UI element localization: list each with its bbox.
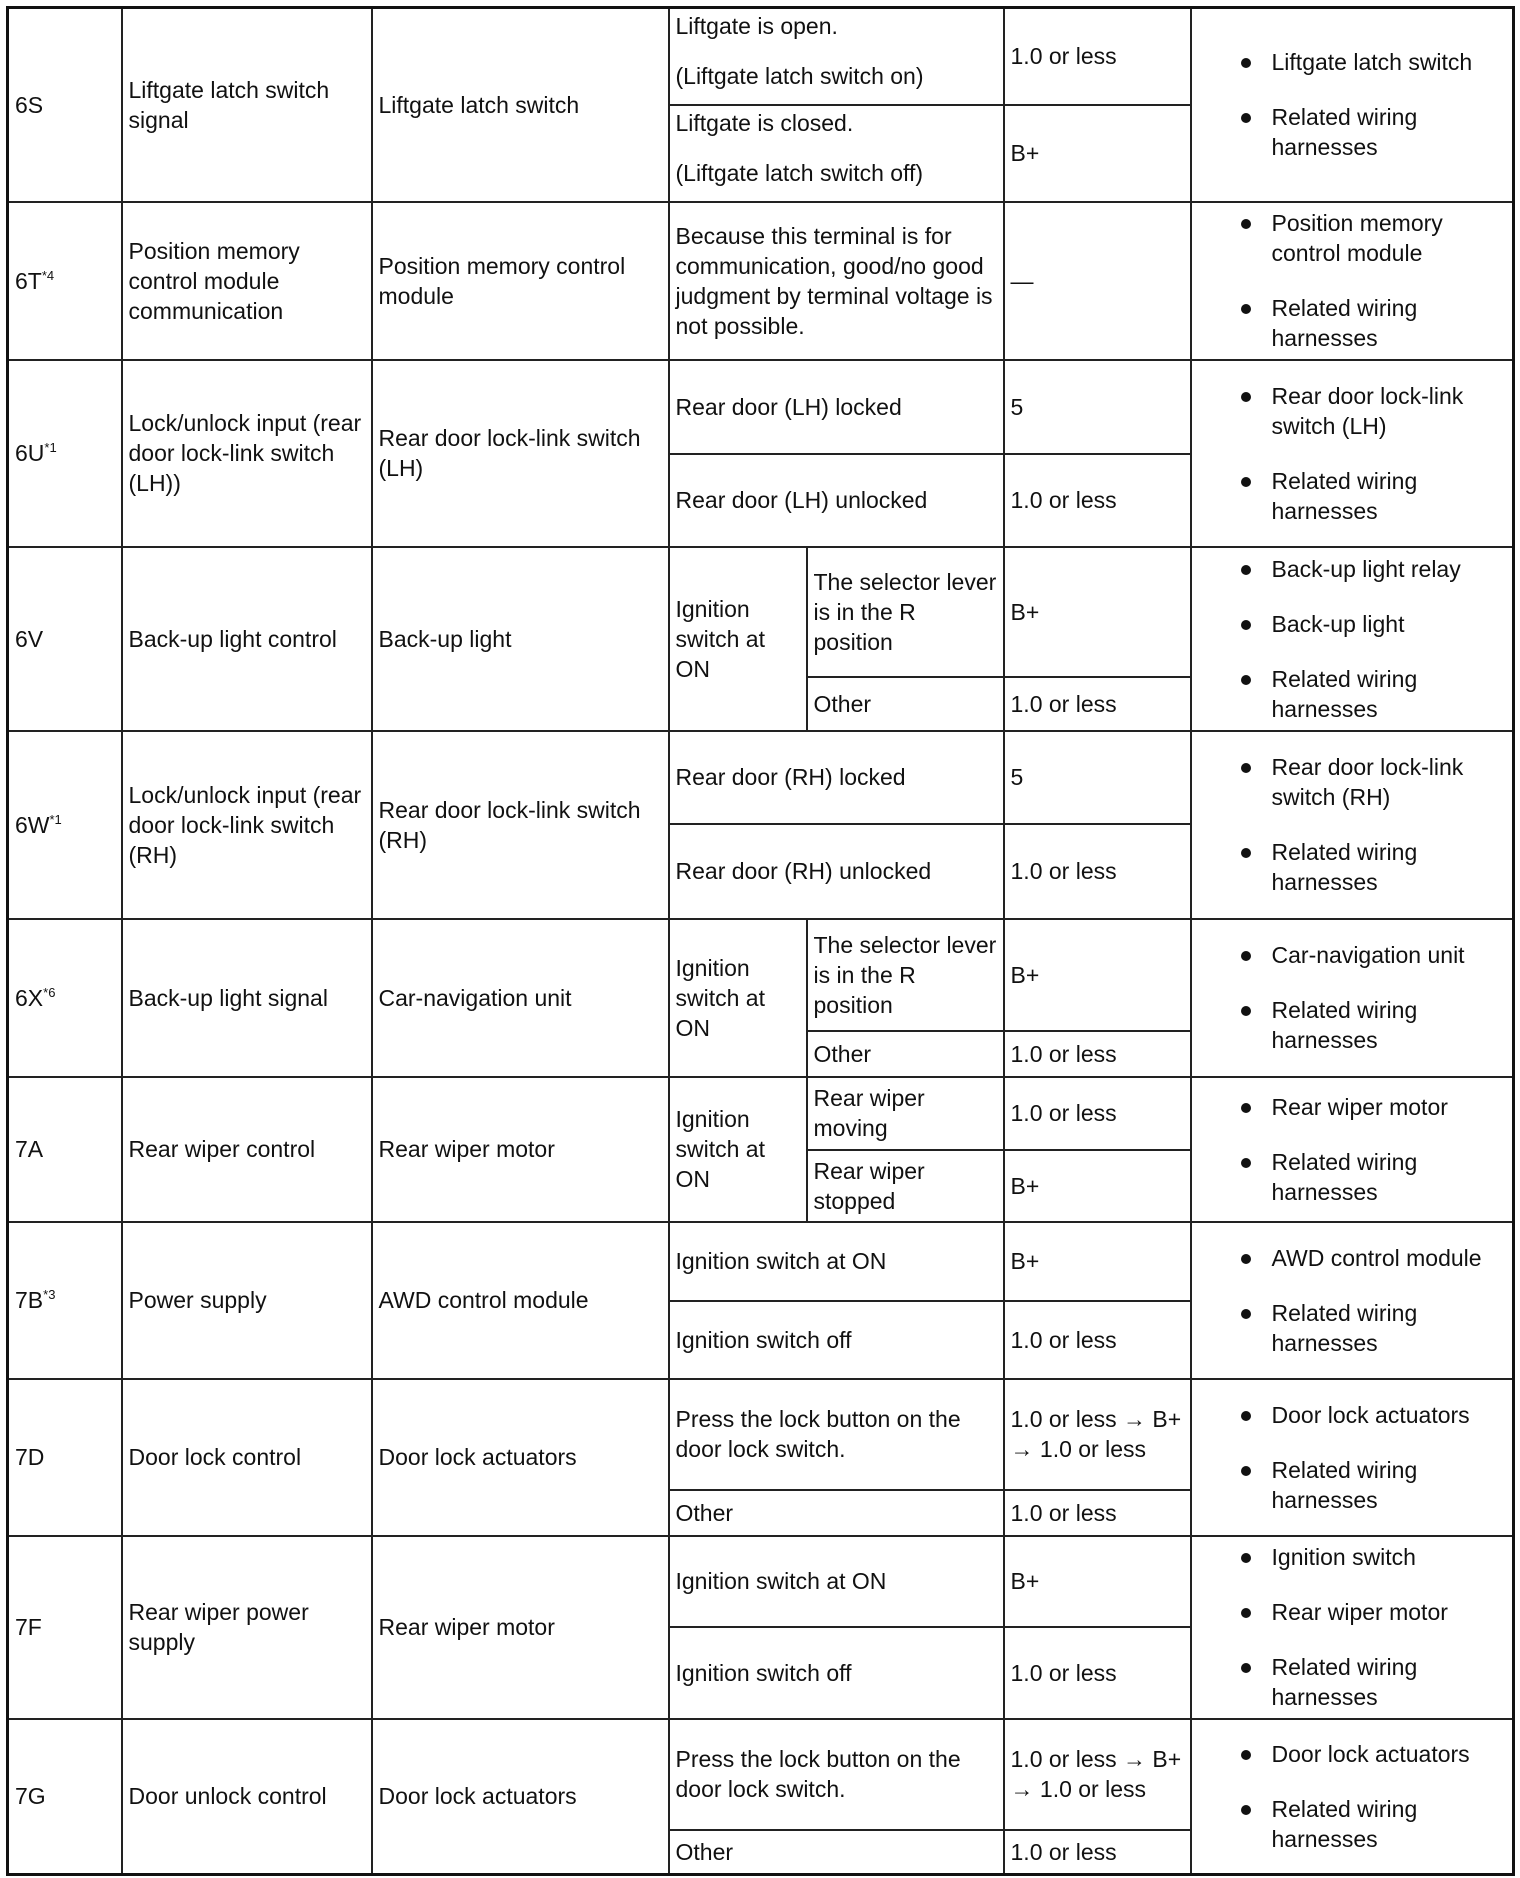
bullet-icon <box>1241 951 1251 961</box>
terminal-cell: $7B^{*3}$ <box>8 1222 122 1379</box>
condition-cell: Rear door (LH) unlocked <box>669 454 1004 547</box>
terminal-cell: 6S <box>8 8 122 202</box>
voltage-cell: B+ <box>1004 105 1191 202</box>
table-row-6U <box>8 360 1514 454</box>
list-item: Car-navigation unit <box>1198 940 1507 970</box>
connected-to-cell: Door lock actuators <box>372 1379 669 1536</box>
voltage-cell: 1.0 or less <box>1004 1031 1191 1077</box>
list-item: Position memory control module <box>1198 208 1507 268</box>
condition-sub-cell: Rear wiper stopped <box>807 1150 1004 1222</box>
voltage-cell: 1.0 or less <box>1004 1301 1191 1379</box>
table-row-6X <box>8 919 1514 1031</box>
signal-cell: Door lock control <box>122 1379 372 1536</box>
voltage-cell: 1.0 or less <box>1004 677 1191 731</box>
condition-sub-cell: Other <box>807 1031 1004 1077</box>
signal-cell: Lock/unlock input (rear door lock-link switch (LH)) <box>122 360 372 547</box>
voltage-cell: 5 <box>1004 731 1191 824</box>
condition-cell: Other <box>669 1490 1004 1536</box>
terminal-cell: 6V <box>8 547 122 731</box>
table-row-7G <box>8 1719 1514 1830</box>
voltage-cell: 1.0 or less → B+ → 1.0 or less <box>1004 1379 1191 1490</box>
bullet-icon <box>1241 1805 1251 1815</box>
terminal-cell: $6X^{*6}$ <box>8 919 122 1077</box>
condition-cell: Rear door (RH) unlocked <box>669 824 1004 919</box>
condition-sub-cell: The selector lever is in the R position <box>807 547 1004 677</box>
inspection-cell <box>1191 1077 1514 1222</box>
condition-cell: Other <box>669 1830 1004 1875</box>
list-item: Back-up light relay <box>1198 554 1507 584</box>
inspection-cell <box>1191 1379 1514 1536</box>
list-item: Related wiring harnesses <box>1198 837 1507 897</box>
condition-cell: Ignition switch at ON <box>669 1222 1004 1301</box>
bullet-icon <box>1241 113 1251 123</box>
condition-cell: Ignition switch off <box>669 1301 1004 1379</box>
list-item: Rear wiper motor <box>1198 1597 1507 1627</box>
list-item: AWD control module <box>1198 1243 1507 1273</box>
voltage-cell: 5 <box>1004 360 1191 454</box>
list-item: Back-up light <box>1198 609 1507 639</box>
voltage-cell: 1.0 or less <box>1004 1077 1191 1150</box>
bullet-icon <box>1241 1309 1251 1319</box>
table-row-6T <box>8 202 1514 360</box>
bullet-icon <box>1241 565 1251 575</box>
condition-cell: Because this terminal is for communication, good/no good judgment by terminal voltage is not possible. <box>669 202 1004 360</box>
bullet-icon <box>1241 1750 1251 1760</box>
bullet-icon <box>1241 675 1251 685</box>
list-item: Door lock actuators <box>1198 1739 1507 1769</box>
bullet-icon <box>1241 1663 1251 1673</box>
list-item: Related wiring harnesses <box>1198 1794 1507 1854</box>
bullet-icon <box>1241 58 1251 68</box>
signal-cell: Back-up light control <box>122 547 372 731</box>
connected-to-cell: Rear wiper motor <box>372 1077 669 1222</box>
connected-to-cell: Back-up light <box>372 547 669 731</box>
terminal-cell: 7G <box>8 1719 122 1875</box>
list-item: Related wiring harnesses <box>1198 1147 1507 1207</box>
list-item: Related wiring harnesses <box>1198 293 1507 353</box>
condition-cell: Press the lock button on the door lock switch. <box>669 1379 1004 1490</box>
terminal-cell: $6T^{*4}$ <box>8 202 122 360</box>
list-item: Rear wiper motor <box>1198 1092 1507 1122</box>
terminal-inspection-table-page <box>6 6 1512 1872</box>
bullet-icon <box>1241 620 1251 630</box>
inspection-cell <box>1191 1719 1514 1875</box>
voltage-cell: B+ <box>1004 1150 1191 1222</box>
condition-cell: Ignition switch at ON <box>669 1536 1004 1627</box>
connected-to-cell: Liftgate latch switch <box>372 8 669 202</box>
voltage-cell: 1.0 or less <box>1004 824 1191 919</box>
inspection-cell <box>1191 1222 1514 1379</box>
connected-to-cell: Car-navigation unit <box>372 919 669 1077</box>
voltage-cell: — <box>1004 202 1191 360</box>
voltage-cell: 1.0 or less <box>1004 1627 1191 1719</box>
bullet-icon <box>1241 392 1251 402</box>
signal-cell: Liftgate latch switch signal <box>122 8 372 202</box>
signal-cell: Position memory control module communication <box>122 202 372 360</box>
voltage-cell: B+ <box>1004 547 1191 677</box>
list-item: Liftgate latch switch <box>1198 47 1507 77</box>
terminal-cell: 7D <box>8 1379 122 1536</box>
list-item: Related wiring harnesses <box>1198 102 1507 162</box>
connected-to-cell: Position memory control module <box>372 202 669 360</box>
terminal-inspection-table <box>6 6 1515 1876</box>
list-item: Related wiring harnesses <box>1198 995 1507 1055</box>
table-row-7F <box>8 1536 1514 1627</box>
bullet-icon <box>1241 477 1251 487</box>
bullet-icon <box>1241 1254 1251 1264</box>
inspection-cell <box>1191 731 1514 919</box>
bullet-icon <box>1241 848 1251 858</box>
inspection-cell <box>1191 8 1514 202</box>
signal-cell: Door unlock control <box>122 1719 372 1875</box>
terminal-cell: 7A <box>8 1077 122 1222</box>
bullet-icon <box>1241 763 1251 773</box>
condition-cell: Rear door (LH) locked <box>669 360 1004 454</box>
connected-to-cell: Door lock actuators <box>372 1719 669 1875</box>
voltage-cell: 1.0 or less <box>1004 1490 1191 1536</box>
voltage-cell: 1.0 or less → B+ → 1.0 or less <box>1004 1719 1191 1830</box>
condition-sub-cell: The selector lever is in the R position <box>807 919 1004 1031</box>
table-row-7D <box>8 1379 1514 1490</box>
signal-cell: Rear wiper power supply <box>122 1536 372 1719</box>
list-item: Related wiring harnesses <box>1198 1455 1507 1515</box>
bullet-icon <box>1241 1411 1251 1421</box>
voltage-cell: B+ <box>1004 919 1191 1031</box>
voltage-cell: 1.0 or less <box>1004 1830 1191 1875</box>
table-row-6V <box>8 547 1514 677</box>
inspection-cell <box>1191 202 1514 360</box>
condition-cell: Press the lock button on the door lock switch. <box>669 1719 1004 1830</box>
signal-cell: Rear wiper control <box>122 1077 372 1222</box>
terminal-cell: $6U^{*1}$ <box>8 360 122 547</box>
bullet-icon <box>1241 1608 1251 1618</box>
condition-cell: Rear door (RH) locked <box>669 731 1004 824</box>
condition-main-cell: Ignition switch at ON <box>669 547 807 731</box>
table-row-7A <box>8 1077 1514 1150</box>
list-item: Rear door lock-link switch (RH) <box>1198 752 1507 812</box>
condition-main-cell: Ignition switch at ON <box>669 1077 807 1222</box>
voltage-cell: B+ <box>1004 1222 1191 1301</box>
condition-main-cell: Ignition switch at ON <box>669 919 807 1077</box>
terminal-cell: 7F <box>8 1536 122 1719</box>
list-item: Ignition switch <box>1198 1542 1507 1572</box>
table-row-6W <box>8 731 1514 824</box>
bullet-icon <box>1241 1006 1251 1016</box>
list-item: Related wiring harnesses <box>1198 664 1507 724</box>
condition-cell: Liftgate is closed. (Liftgate latch switch off) <box>669 105 1004 202</box>
condition-sub-cell: Rear wiper moving <box>807 1077 1004 1150</box>
bullet-icon <box>1241 1553 1251 1563</box>
connected-to-cell: Rear door lock-link switch (LH) <box>372 360 669 547</box>
connected-to-cell: AWD control module <box>372 1222 669 1379</box>
table-row-7B <box>8 1222 1514 1301</box>
bullet-icon <box>1241 219 1251 229</box>
condition-sub-cell: Other <box>807 677 1004 731</box>
list-item: Door lock actuators <box>1198 1400 1507 1430</box>
bullet-icon <box>1241 1466 1251 1476</box>
bullet-icon <box>1241 304 1251 314</box>
list-item: Related wiring harnesses <box>1198 1298 1507 1358</box>
connected-to-cell: Rear door lock-link switch (RH) <box>372 731 669 919</box>
condition-cell: Ignition switch off <box>669 1627 1004 1719</box>
inspection-cell <box>1191 919 1514 1077</box>
connected-to-cell: Rear wiper motor <box>372 1536 669 1719</box>
signal-cell: Lock/unlock input (rear door lock-link switch (RH) <box>122 731 372 919</box>
inspection-cell <box>1191 547 1514 731</box>
list-item: Rear door lock-link switch (LH) <box>1198 381 1507 441</box>
terminal-cell: $6W^{*1}$ <box>8 731 122 919</box>
voltage-cell: 1.0 or less <box>1004 454 1191 547</box>
list-item: Related wiring harnesses <box>1198 466 1507 526</box>
voltage-cell: B+ <box>1004 1536 1191 1627</box>
condition-cell: Liftgate is open. (Liftgate latch switch on) <box>669 8 1004 105</box>
signal-cell: Power supply <box>122 1222 372 1379</box>
list-item: Related wiring harnesses <box>1198 1652 1507 1712</box>
inspection-cell <box>1191 1536 1514 1719</box>
bullet-icon <box>1241 1103 1251 1113</box>
table-row-6S <box>8 8 1514 105</box>
inspection-cell <box>1191 360 1514 547</box>
signal-cell: Back-up light signal <box>122 919 372 1077</box>
voltage-cell: 1.0 or less <box>1004 8 1191 105</box>
bullet-icon <box>1241 1158 1251 1168</box>
